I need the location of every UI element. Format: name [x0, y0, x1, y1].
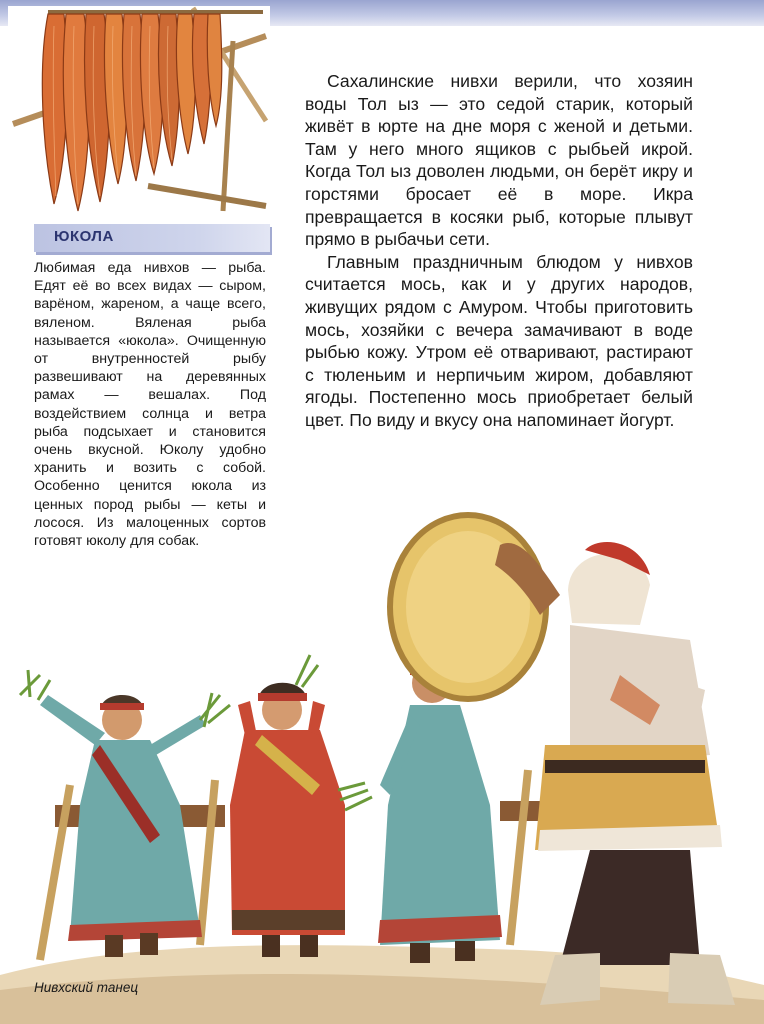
dancer-3-figure: [338, 659, 502, 964]
main-paragraph-2: Главным праздничным блюдом у нивхов считается мось, как и у других народов, живущих рядом с Амуром. Чтобы приготовить мось, хозяйки с вечера замачивают в воде рыбью кожу. Утром её отваривают, растирают с тюленьим и нерпичьим жиром, добавляют ягоды. Постепенно мось приобретает белый цвет. По виду и вкусу она напоминает йогурт.: [305, 251, 693, 430]
dancer-2-figure: [230, 655, 345, 957]
illustration-caption: Нивхский танец: [34, 980, 139, 995]
nivkh-dance-illustration: [0, 505, 764, 1024]
yukola-drying-illustration: [8, 6, 270, 216]
main-paragraph-1: Сахалинские нивхи верили, что хозяин воды Тол ыз — это седой старик, который живёт в юрте на дне моря с женой и детьми. Там у него много ящиков с рыбьей икрой. Когда Тол ыз доволен людьми, он берёт икру и горстями бросает её в море. Икра превращается в косяки рыб, которые плывут прямо в рыбачьи сети.: [305, 71, 693, 250]
main-article: [305, 70, 693, 432]
section-heading-label: ЮКОЛА: [54, 228, 114, 245]
section-heading-yukola: [34, 224, 270, 252]
sidebar-body-text: Любимая еда нивхов — рыба. Едят её во всех видах — сыром, варёном, жареном, а чаще всего, вяленом. Вяленая рыба называется «юкола». Очищенную от внутренностей рыбу развешивают на деревянных рамах — вешалах. Под воздействием солнца и ветра рыба подсыхает и становится очень вкусной. Юколу удобно хранить и возить с собой. Особенно ценится юкола из ценных пород рыбы — кеты и лосося. Из малоценных сортов готовят юколу для собак.: [34, 260, 266, 550]
